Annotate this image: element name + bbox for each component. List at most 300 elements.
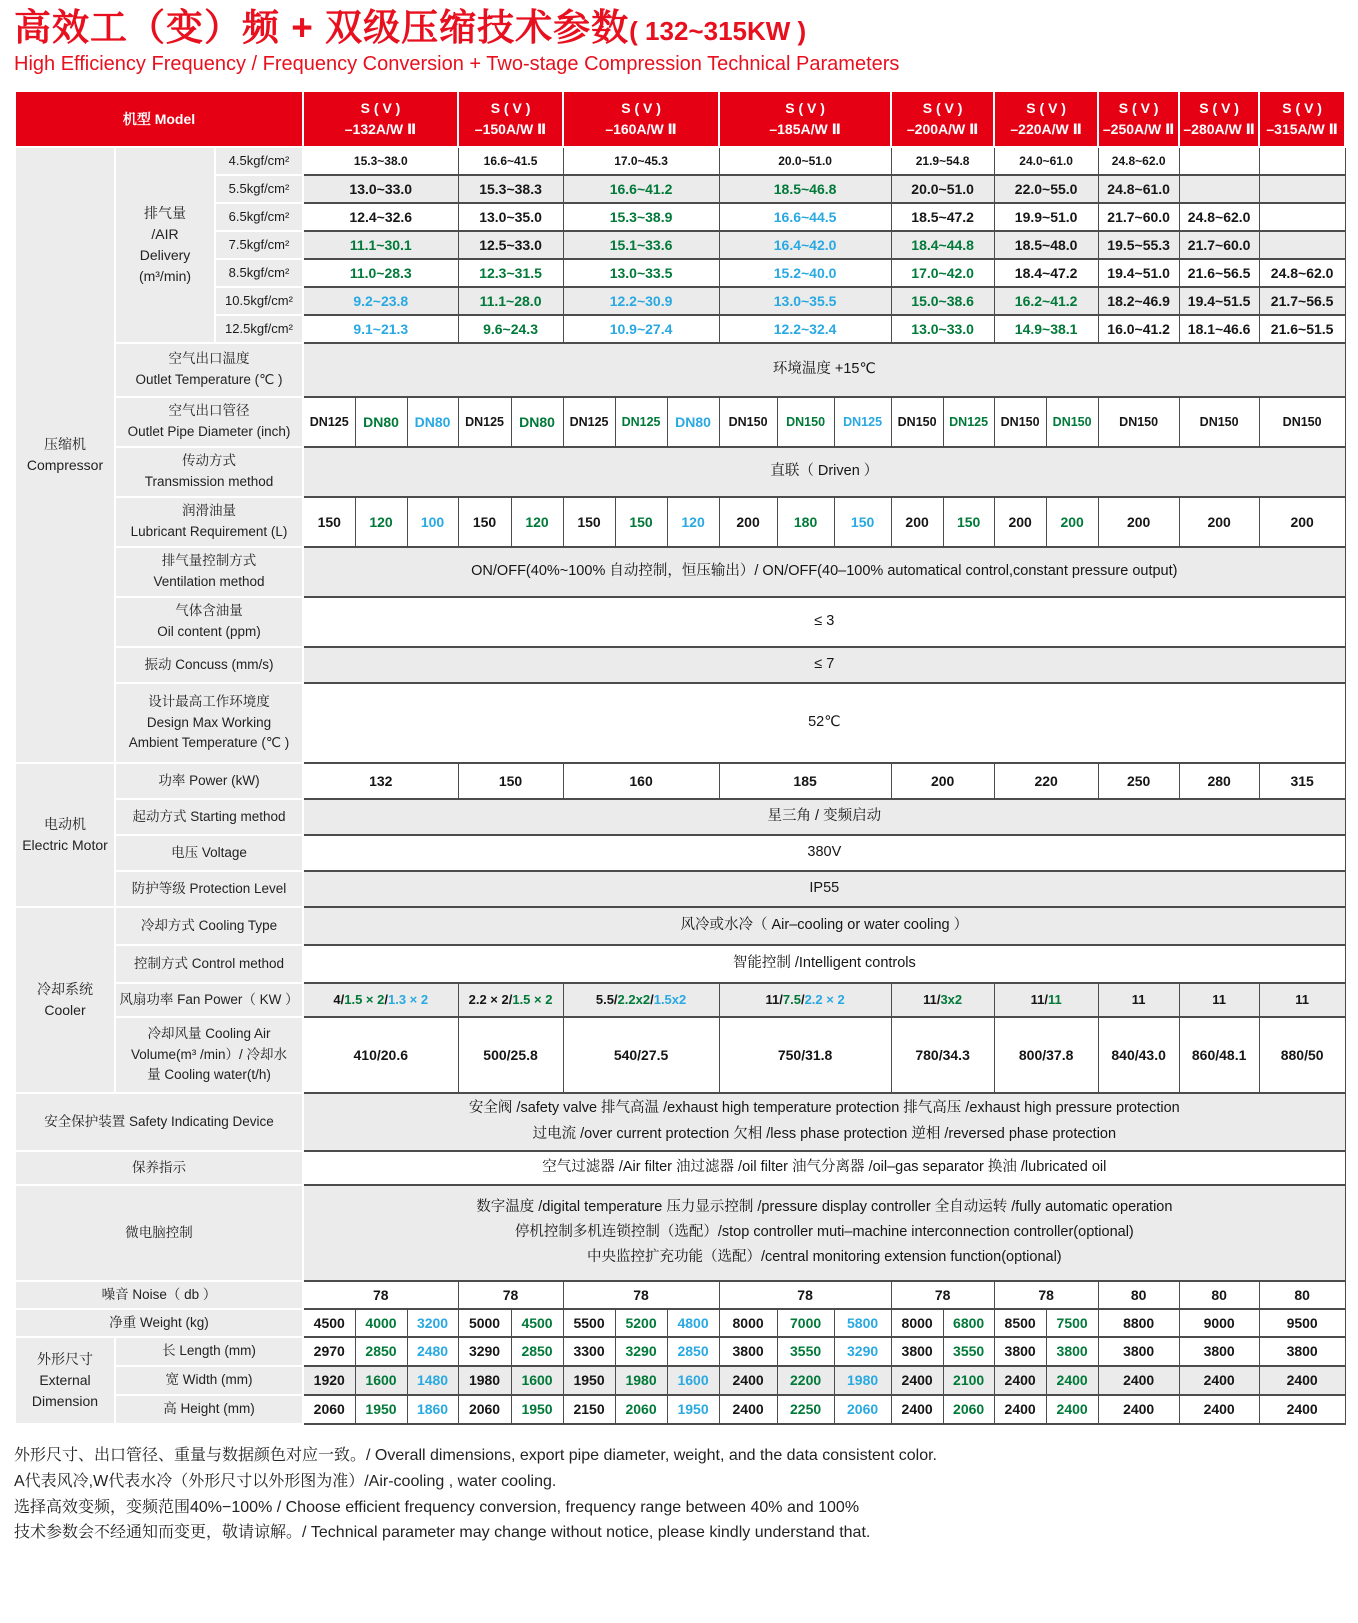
fan-power-part: 11 [1212, 992, 1227, 1008]
variant-value: 4800 [667, 1309, 719, 1337]
table-row [15, 259, 1345, 287]
variant-value: 2400 [1046, 1395, 1098, 1424]
variant-value: 2400 [1098, 1395, 1179, 1424]
air-delivery-value: 16.0~41.2 [1098, 315, 1179, 343]
air-delivery-value: 11.0~28.3 [303, 259, 458, 287]
value-cell: 78 [458, 1281, 563, 1309]
air-delivery-value: 19.4~51.5 [1179, 287, 1259, 315]
variant-value: 5500 [563, 1309, 615, 1337]
variant-value: 3800 [1179, 1337, 1259, 1366]
variant-value: 150 [303, 497, 355, 547]
pressure-label: 10.5kgf/cm² [215, 287, 303, 315]
spanning-value: ≤ 3 [303, 597, 1345, 647]
value-cell: 880/50 [1259, 1017, 1345, 1093]
variant-value: 8800 [1098, 1309, 1179, 1337]
table-row [15, 1281, 1345, 1309]
air-delivery-value: 15.3~38.9 [563, 203, 719, 231]
variant-value: 1980 [615, 1366, 667, 1395]
fan-power-value [719, 983, 891, 1017]
model-header: S ( V ) –220A/W Ⅱ [994, 91, 1098, 147]
air-delivery-value [1259, 203, 1345, 231]
table-row [15, 447, 1345, 497]
fan-power-part: 2.2x2 [617, 992, 651, 1008]
row-label: 润滑油量 Lubricant Requirement (L) [115, 497, 303, 547]
fan-power-part: 2.2 × 2/ [468, 992, 513, 1008]
table-row [15, 1185, 1345, 1281]
fan-power-part: 4/ [333, 992, 345, 1008]
table-row [15, 287, 1345, 315]
model-header: S ( V ) –250A/W Ⅱ [1098, 91, 1179, 147]
table-row [15, 907, 1345, 945]
variant-value: 9500 [1259, 1309, 1345, 1337]
fan-power-part: / [384, 992, 388, 1008]
variant-value: 1860 [407, 1395, 458, 1424]
value-cell: 280 [1179, 763, 1259, 799]
row-label: 宽 Width (mm) [115, 1366, 303, 1395]
spanning-value: 星三角 / 变频启动 [303, 799, 1345, 835]
fan-power-part: / [650, 992, 654, 1008]
row-label: 保养指示 [15, 1151, 303, 1185]
air-delivery-value: 9.1~21.3 [303, 315, 458, 343]
variant-value: DN125 [834, 397, 891, 447]
table-row [15, 1366, 1345, 1395]
variant-value: 3550 [777, 1337, 834, 1366]
spanning-value: 数字温度 /digital temperature 压力显示控制 /pressure display controller 全自动运转 /fully automatic operation 停机控制多机连锁控制（选配）/stop controller muti–machine interconnection controller(optional) 中央监控扩充功能（选配）/central monitoring extension function(optional) [303, 1185, 1345, 1281]
air-delivery-value: 22.0~55.0 [994, 175, 1098, 203]
air-delivery-value [1179, 175, 1259, 203]
variant-value: 1980 [458, 1366, 511, 1395]
spanning-value: 环境温度 +15℃ [303, 343, 1345, 397]
air-delivery-value: 12.2~32.4 [719, 315, 891, 343]
variant-value: 2400 [1098, 1366, 1179, 1395]
variant-value: 2060 [303, 1395, 355, 1424]
value-cell: 160 [563, 763, 719, 799]
fan-power-part: 1.5 × 2 [344, 992, 385, 1008]
table-row [15, 175, 1345, 203]
air-delivery-value: 21.6~51.5 [1259, 315, 1345, 343]
spanning-value: 风冷或水冷（ Air–cooling or water cooling ） [303, 907, 1345, 945]
air-delivery-value: 18.1~46.6 [1179, 315, 1259, 343]
fan-power-value [891, 983, 994, 1017]
variant-value: 150 [834, 497, 891, 547]
variant-value: 8000 [719, 1309, 777, 1337]
table-row [15, 203, 1345, 231]
row-label: 电压 Voltage [115, 835, 303, 871]
pressure-label: 5.5kgf/cm² [215, 175, 303, 203]
fan-power-value [458, 983, 563, 1017]
variant-value: 2400 [719, 1366, 777, 1395]
variant-value: 200 [1179, 497, 1259, 547]
fan-power-part: 1.5 × 2 [512, 992, 553, 1008]
row-label: 排气量控制方式 Ventilation method [115, 547, 303, 597]
model-label-cell: 机型 Model [15, 91, 303, 147]
air-delivery-value: 13.0~33.0 [303, 175, 458, 203]
model-header: S ( V ) –280A/W Ⅱ [1179, 91, 1259, 147]
air-delivery-value: 12.2~30.9 [563, 287, 719, 315]
value-cell: 150 [458, 763, 563, 799]
variant-value: 100 [407, 497, 458, 547]
variant-value: 150 [458, 497, 511, 547]
air-delivery-value: 24.8~61.0 [1098, 175, 1179, 203]
fan-power-part: 5.5/ [595, 992, 618, 1008]
variant-value: 2970 [303, 1337, 355, 1366]
variant-value: 6800 [943, 1309, 994, 1337]
variant-value: DN150 [891, 397, 943, 447]
variant-value: 3200 [407, 1309, 458, 1337]
air-delivery-value: 13.0~35.0 [458, 203, 563, 231]
variant-value: 3290 [458, 1337, 511, 1366]
variant-value: DN125 [563, 397, 615, 447]
air-delivery-value: 19.9~51.0 [994, 203, 1098, 231]
variant-value: DN150 [1098, 397, 1179, 447]
fan-power-value [1098, 983, 1179, 1017]
fan-power-value [1259, 983, 1345, 1017]
group-label: 压缩机 Compressor [15, 147, 115, 763]
table-row [15, 231, 1345, 259]
footer-note: 选择高效变频，变频范围40%−100% / Choose efficient frequency conversion, frequency range between 40% and 100% [14, 1498, 860, 1516]
fan-power-part: 1.3 × 2 [388, 992, 429, 1008]
value-cell: 80 [1098, 1281, 1179, 1309]
air-delivery-value: 16.2~41.2 [994, 287, 1098, 315]
value-cell: 315 [1259, 763, 1345, 799]
model-row [15, 91, 1345, 147]
table-row [15, 1395, 1345, 1424]
page-subtitle: High Efficiency Frequency / Frequency Conversion + Two-stage Compression Technical Parameters [14, 52, 900, 75]
air-delivery-value: 13.0~35.5 [719, 287, 891, 315]
row-label: 微电脑控制 [15, 1185, 303, 1281]
table-row [15, 397, 1345, 447]
variant-value: 2400 [891, 1395, 943, 1424]
value-cell: 220 [994, 763, 1098, 799]
variant-value: 180 [777, 497, 834, 547]
variant-value: 2060 [458, 1395, 511, 1424]
table-row [15, 547, 1345, 597]
variant-value: 200 [719, 497, 777, 547]
variant-value: 1950 [355, 1395, 407, 1424]
table-row [15, 597, 1345, 647]
air-delivery-value: 12.5~33.0 [458, 231, 563, 259]
table-row [15, 871, 1345, 907]
air-delivery-value: 11.1~28.0 [458, 287, 563, 315]
variant-value: 2400 [1259, 1366, 1345, 1395]
variant-value: 7000 [777, 1309, 834, 1337]
air-delivery-value: 15.3~38.3 [458, 175, 563, 203]
fan-power-part: 1.5x2 [653, 992, 687, 1008]
air-delivery-value: 14.9~38.1 [994, 315, 1098, 343]
row-label: 空气出口温度 Outlet Temperature (℃ ) [115, 343, 303, 397]
footer-note: 技术参数会不经通知而变更，敬请谅解。/ Technical parameter may change without notice, please kindly understand that. [14, 1524, 871, 1542]
variant-value: DN80 [667, 397, 719, 447]
fan-power-part: 11/ [1030, 992, 1048, 1008]
variant-value: DN150 [777, 397, 834, 447]
variant-value: DN80 [407, 397, 458, 447]
row-label: 冷却风量 Cooling Air Volume(m³ /min）/ 冷却水 量 Cooling water(t/h) [115, 1017, 303, 1093]
air-delivery-value: 18.5~46.8 [719, 175, 891, 203]
variant-value: DN125 [458, 397, 511, 447]
variant-value: 2400 [891, 1366, 943, 1395]
value-cell: 185 [719, 763, 891, 799]
variant-value: 1600 [667, 1366, 719, 1395]
variant-value: 150 [563, 497, 615, 547]
air-delivery-value: 21.9~54.8 [891, 147, 994, 175]
variant-value: DN150 [719, 397, 777, 447]
value-cell: 78 [303, 1281, 458, 1309]
variant-value: 2100 [943, 1366, 994, 1395]
value-cell: 78 [994, 1281, 1098, 1309]
variant-value: DN150 [994, 397, 1046, 447]
spanning-value: ≤ 7 [303, 647, 1345, 683]
model-header: S ( V ) –150A/W Ⅱ [458, 91, 563, 147]
page-title-zh: 高效工（变）频 + 双级压缩技术参数 [14, 7, 630, 48]
variant-value: 4500 [303, 1309, 355, 1337]
air-delivery-value: 16.6~41.2 [563, 175, 719, 203]
variant-value: DN80 [511, 397, 563, 447]
variant-value: 3290 [615, 1337, 667, 1366]
fan-power-part: 11 [1131, 992, 1146, 1008]
spanning-value: 安全阀 /safety valve 排气高温 /exhaust high temperature protection 排气高压 /exhaust high pressure protection 过电流 /over current protection 欠相 /less phase protection 逆相 /reversed phase protection [303, 1093, 1345, 1151]
air-delivery-value: 9.2~23.8 [303, 287, 458, 315]
variant-value: 2400 [1179, 1395, 1259, 1424]
variant-value: 9000 [1179, 1309, 1259, 1337]
table-row [15, 647, 1345, 683]
variant-value: 1920 [303, 1366, 355, 1395]
model-header: S ( V ) –132A/W Ⅱ [303, 91, 458, 147]
fan-power-value [303, 983, 458, 1017]
variant-value: 2400 [1259, 1395, 1345, 1424]
value-cell: 540/27.5 [563, 1017, 719, 1093]
air-delivery-value: 24.8~62.0 [1098, 147, 1179, 175]
value-cell: 80 [1259, 1281, 1345, 1309]
variant-value: 8000 [891, 1309, 943, 1337]
value-cell: 78 [563, 1281, 719, 1309]
variant-value: 2400 [994, 1366, 1046, 1395]
variant-value: 2200 [777, 1366, 834, 1395]
fan-power-part: 11/ [765, 992, 783, 1008]
value-cell: 78 [719, 1281, 891, 1309]
value-cell: 78 [891, 1281, 994, 1309]
variant-value: 3800 [994, 1337, 1046, 1366]
table-row [15, 799, 1345, 835]
air-delivery-value: 15.3~38.0 [303, 147, 458, 175]
pressure-label: 7.5kgf/cm² [215, 231, 303, 259]
air-delivery-value: 18.4~47.2 [994, 259, 1098, 287]
group-label: 外形尺寸 External Dimension [15, 1337, 115, 1424]
value-cell: 860/48.1 [1179, 1017, 1259, 1093]
row-label: 风扇功率 Fan Power（ KW ） [115, 983, 303, 1017]
variant-value: 2850 [667, 1337, 719, 1366]
variant-value: 3800 [1046, 1337, 1098, 1366]
footer-note: A代表风冷,W代表水冷（外形尺寸以外形图为准）/Air-cooling , water cooling. [14, 1472, 557, 1490]
air-delivery-value: 21.7~56.5 [1259, 287, 1345, 315]
variant-value: 2060 [615, 1395, 667, 1424]
table-row [15, 763, 1345, 799]
fan-power-part: 3x2 [940, 992, 963, 1008]
air-delivery-value: 24.0~61.0 [994, 147, 1098, 175]
variant-value: DN150 [1179, 397, 1259, 447]
variant-value: 4500 [511, 1309, 563, 1337]
row-label: 功率 Power (kW) [115, 763, 303, 799]
value-cell: 500/25.8 [458, 1017, 563, 1093]
variant-value: DN80 [355, 397, 407, 447]
variant-value: 2400 [719, 1395, 777, 1424]
footer-notes [14, 1443, 1358, 1547]
air-delivery-value: 18.5~47.2 [891, 203, 994, 231]
variant-value: 3800 [1259, 1337, 1345, 1366]
row-label: 冷却方式 Cooling Type [115, 907, 303, 945]
table-row [15, 1309, 1345, 1337]
table-row [15, 315, 1345, 343]
air-delivery-value: 15.1~33.6 [563, 231, 719, 259]
page-title [14, 8, 1358, 49]
row-label: 净重 Weight (kg) [15, 1309, 303, 1337]
variant-value: 3550 [943, 1337, 994, 1366]
fan-power-value [563, 983, 719, 1017]
variant-value: 2060 [834, 1395, 891, 1424]
variant-value: DN125 [943, 397, 994, 447]
variant-value: 1950 [563, 1366, 615, 1395]
air-delivery-value: 24.8~62.0 [1179, 203, 1259, 231]
table-row [15, 983, 1345, 1017]
row-label: 空气出口管径 Outlet Pipe Diameter (inch) [115, 397, 303, 447]
variant-value: 7500 [1046, 1309, 1098, 1337]
air-delivery-label: 排气量 /AIR Delivery (m³/min) [115, 147, 215, 343]
page-header [0, 0, 1358, 76]
air-delivery-value [1179, 147, 1259, 175]
air-delivery-value: 15.0~38.6 [891, 287, 994, 315]
variant-value: DN150 [1259, 397, 1345, 447]
air-delivery-value: 24.8~62.0 [1259, 259, 1345, 287]
group-label: 冷却系统 Cooler [15, 907, 115, 1093]
table-row [15, 1151, 1345, 1185]
spanning-value: 52℃ [303, 683, 1345, 763]
air-delivery-value: 18.5~48.0 [994, 231, 1098, 259]
row-label: 高 Height (mm) [115, 1395, 303, 1424]
row-label: 设计最高工作环境度 Design Max Working Ambient Temperature (℃ ) [115, 683, 303, 763]
footer-note: 外形尺寸、出口管径、重量与数据颜色对应一致。/ Overall dimensions, export pipe diameter, weight, and the data consistent color. [14, 1446, 937, 1464]
table-row [15, 1017, 1345, 1093]
air-delivery-value: 21.7~60.0 [1179, 231, 1259, 259]
variant-value: 120 [511, 497, 563, 547]
spec-table-body [15, 147, 1345, 1424]
variant-value: 5200 [615, 1309, 667, 1337]
row-label: 起动方式 Starting method [115, 799, 303, 835]
air-delivery-value: 20.0~51.0 [891, 175, 994, 203]
variant-value: 3800 [719, 1337, 777, 1366]
variant-value: 150 [615, 497, 667, 547]
variant-value: 8500 [994, 1309, 1046, 1337]
variant-value: 120 [355, 497, 407, 547]
air-delivery-value: 21.7~60.0 [1098, 203, 1179, 231]
variant-value: DN125 [303, 397, 355, 447]
spanning-value: 空气过滤器 /Air filter 油过滤器 /oil filter 油气分离器 /oil–gas separator 换油 /lubricated oil [303, 1151, 1345, 1185]
air-delivery-value: 13.0~33.0 [891, 315, 994, 343]
variant-value: 1600 [511, 1366, 563, 1395]
variant-value: 1600 [355, 1366, 407, 1395]
fan-power-part: 11/ [923, 992, 941, 1008]
variant-value: 2480 [407, 1337, 458, 1366]
spanning-value: 380V [303, 835, 1345, 871]
air-delivery-value: 16.6~41.5 [458, 147, 563, 175]
air-delivery-value: 9.6~24.3 [458, 315, 563, 343]
table-row [15, 1093, 1345, 1151]
air-delivery-value: 20.0~51.0 [719, 147, 891, 175]
variant-value: 3300 [563, 1337, 615, 1366]
row-label: 振动 Concuss (mm/s) [115, 647, 303, 683]
row-label: 噪音 Noise（ db ） [15, 1281, 303, 1309]
variant-value: 5000 [458, 1309, 511, 1337]
air-delivery-value: 19.5~55.3 [1098, 231, 1179, 259]
value-cell: 750/31.8 [719, 1017, 891, 1093]
variant-value: 2060 [943, 1395, 994, 1424]
air-delivery-value: 10.9~27.4 [563, 315, 719, 343]
variant-value: 2150 [563, 1395, 615, 1424]
table-row [15, 835, 1345, 871]
air-delivery-value [1259, 147, 1345, 175]
air-delivery-value: 12.4~32.6 [303, 203, 458, 231]
variant-value: 2850 [355, 1337, 407, 1366]
fan-power-value [1179, 983, 1259, 1017]
air-delivery-value [1259, 231, 1345, 259]
model-header: S ( V ) –200A/W Ⅱ [891, 91, 994, 147]
pressure-label: 6.5kgf/cm² [215, 203, 303, 231]
variant-value: 200 [1098, 497, 1179, 547]
variant-value: DN150 [1046, 397, 1098, 447]
table-row [15, 343, 1345, 397]
value-cell: 80 [1179, 1281, 1259, 1309]
page-title-range: ( 132~315KW ) [629, 16, 807, 46]
row-label: 传动方式 Transmission method [115, 447, 303, 497]
value-cell: 800/37.8 [994, 1017, 1098, 1093]
variant-value: 200 [994, 497, 1046, 547]
air-delivery-value: 12.3~31.5 [458, 259, 563, 287]
variant-value: 120 [667, 497, 719, 547]
variant-value: 5800 [834, 1309, 891, 1337]
variant-value: 1980 [834, 1366, 891, 1395]
variant-value: 2400 [1046, 1366, 1098, 1395]
model-header: S ( V ) –315A/W Ⅱ [1259, 91, 1345, 147]
air-delivery-value [1259, 175, 1345, 203]
spec-table [14, 90, 1346, 1425]
spanning-value: 直联（ Driven ） [303, 447, 1345, 497]
fan-power-part: 11 [1047, 992, 1062, 1008]
fan-power-part: 7.5 [782, 992, 801, 1008]
variant-value: 2400 [994, 1395, 1046, 1424]
variant-value: 1950 [511, 1395, 563, 1424]
value-cell: 132 [303, 763, 458, 799]
group-label: 电动机 Electric Motor [15, 763, 115, 907]
model-header: S ( V ) –160A/W Ⅱ [563, 91, 719, 147]
variant-value: 2400 [1179, 1366, 1259, 1395]
table-row [15, 1337, 1345, 1366]
variant-value: 200 [1046, 497, 1098, 547]
value-cell: 780/34.3 [891, 1017, 994, 1093]
variant-value: 3290 [834, 1337, 891, 1366]
variant-value: 4000 [355, 1309, 407, 1337]
spanning-value: ON/OFF(40%~100% 自动控制，恒压输出）/ ON/OFF(40–100% automatical control,constant pressure output) [303, 547, 1345, 597]
pressure-label: 12.5kgf/cm² [215, 315, 303, 343]
variant-value: 3800 [891, 1337, 943, 1366]
air-delivery-value: 21.6~56.5 [1179, 259, 1259, 287]
value-cell: 200 [891, 763, 994, 799]
variant-value: DN125 [615, 397, 667, 447]
variant-value: 1480 [407, 1366, 458, 1395]
table-row [15, 147, 1345, 175]
spanning-value: 智能控制 /Intelligent controls [303, 945, 1345, 983]
variant-value: 200 [891, 497, 943, 547]
air-delivery-value: 11.1~30.1 [303, 231, 458, 259]
air-delivery-value: 18.4~44.8 [891, 231, 994, 259]
fan-power-value [994, 983, 1098, 1017]
